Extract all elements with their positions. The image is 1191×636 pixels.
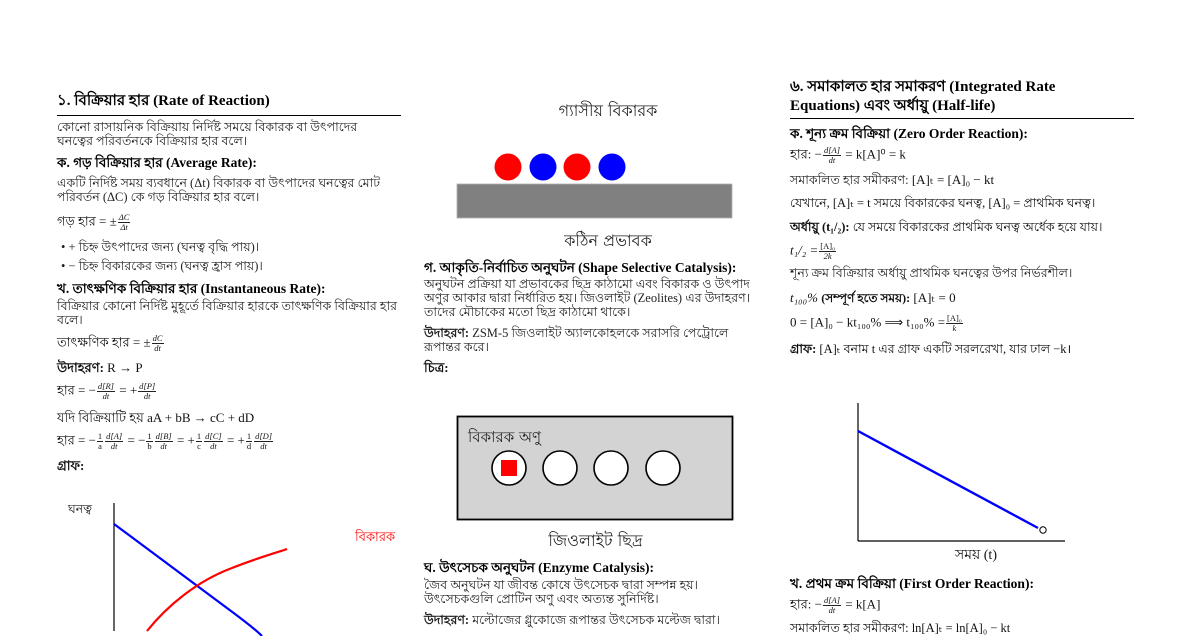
- shape-selective-heading: গ. আকৃতি-নির্বাচিত অনুঘটন (Shape Selective Catalysis):: [424, 260, 737, 275]
- pore: [594, 451, 628, 485]
- solid-catalyst-surface: [457, 184, 732, 218]
- reactant-molecule: [501, 460, 517, 476]
- heading-rule: [57, 115, 401, 116]
- general-rate-expression: হার = − $\frac{1}{a}$ $\frac{d[A]}{dt}$ = − $\frac{1}{b}$ $\frac{d[B]}{dt}$ = + $\frac{1}{c}$ $\frac{d[C]}{dt}$ = + $\frac{1}{d}$ $\frac{d[D]}{dt}$: [57, 431, 273, 451]
- zero-order-integrated: সমাকলিত হার সমীকরণ: [A]ₜ = [A]₀ − kt: [790, 172, 995, 187]
- reactant-molecule-red: [564, 154, 591, 181]
- bullet-minus-sign: • − চিহ্ন বিকারকের জন্য (ঘনত্ব হ্রাস পায়)।: [61, 259, 263, 273]
- figure-label: চিত্র:: [424, 360, 449, 375]
- graph-y-label: ঘনত্ব: [68, 502, 93, 516]
- zero-order-graph-description: গ্রাফ: [A]ₜ বনাম t এর গ্রাফ একটি সরলরেখা, যার ঢাল −k।: [790, 342, 1072, 356]
- zeolite-pore-label: জিওলাইট ছিদ্র: [548, 531, 643, 550]
- zero-order-heading: ক. শূন্য ক্রম বিক্রিয়া (Zero Order Reaction):: [790, 126, 1028, 141]
- heading-rule: [790, 118, 1134, 119]
- zero-order-graph: [857, 403, 1077, 548]
- zero-order-rate: হার: − $\frac{d[A]}{dt}$ = k[A]⁰ = k: [790, 145, 906, 165]
- reactant-curve: [114, 524, 262, 636]
- section-heading-rate: ১. বিক্রিয়ার হার (Rate of Reaction): [57, 93, 270, 109]
- reactant-molecule-label: বিকারক অণু: [468, 428, 542, 446]
- enzyme-catalysis-text: জৈব অনুঘটন যা জীবন্ত কোষে উৎসেচক দ্বারা সম্পন্ন হয়। উৎসেচকগুলি প্রোটিন অণু এবং অত্যন্ত সুনির্দিষ্ট।: [424, 578, 699, 606]
- graph-label: গ্রাফ:: [57, 458, 85, 473]
- instant-rate-text: বিক্রিয়ার কোনো নির্দিষ্ট মুহূর্তে বিক্রিয়ার হারকে তাৎক্ষণিক বিক্রিয়ার হার বলে।: [57, 299, 398, 327]
- shape-selective-text: অনুঘটন প্রক্রিয়া যা প্রভাবকের ছিদ্র কাঠামো এবং বিকারক ও উৎপাদ অণুর আকার দ্বারা নির্ধারিত হয়। জিওলাইট (Zeolites) এর উদাহরণ। তাদের মৌচাকের মতো ছিদ্র কাঠামো থাকে।: [424, 277, 751, 319]
- product-curve: [147, 549, 287, 631]
- heterogeneous-catalysis-diagram: [457, 150, 757, 220]
- zero-order-where: যেখানে, [A]ₜ = t সময়ে বিকারকের ঘনত্ব, [A]₀ = প্রাথমিক ঘনত্ব।: [790, 196, 1096, 210]
- reactant-molecule-red: [495, 154, 522, 181]
- fraction: $\frac{\Delta C}{\Delta t}$: [118, 212, 130, 232]
- gaseous-reactant-label: গ্যাসীয় বিকারক: [558, 101, 658, 120]
- first-order-rate: হার: − $\frac{d[A]}{dt}$ = k[A]: [790, 595, 881, 615]
- shape-selective-example: উদাহরণ: ZSM-5 জিওলাইট অ্যালকোহলকে সরাসরি পেট্রোলে রূপান্তর করে।: [424, 326, 729, 354]
- half-life-formula: t₁/₂ = $\frac{\text{[A]₀}}{2k}$: [790, 241, 836, 261]
- example-reaction: উদাহরণ: R → P: [57, 360, 143, 375]
- pore: [646, 451, 680, 485]
- t100-definition: t₁₀₀% (সম্পূর্ণ হতে সময়): [A]ₜ = 0: [790, 290, 956, 305]
- instant-rate-formula: তাৎক্ষণিক হার = ± $\frac{dC}{dt}$: [57, 333, 163, 353]
- concentration-line: [858, 431, 1038, 528]
- average-rate-heading: ক. গড় বিক্রিয়ার হার (Average Rate):: [57, 155, 257, 170]
- reactant-molecule-blue: [599, 154, 626, 181]
- general-reaction: যদি বিক্রিয়াটি হয় aA + bB → cC + dD: [57, 410, 255, 425]
- graph-x-label: সময় (t): [955, 548, 997, 563]
- section-heading-integrated: ৬. সমাকালত হার সমাকরণ (Integrated Rate Equations) এবং অর্ধায়ু (Half-life): [790, 79, 1056, 114]
- intro-text: কোনো রাসায়নিক বিক্রিয়ায় নির্দিষ্ট সময়ে বিকারক বা উৎপাদের ঘনত্বের পরিবর্তনকে বিক্রিয়ার হার বলে।: [57, 120, 358, 148]
- solid-catalyst-label: কঠিন প্রভাবক: [564, 231, 652, 250]
- pore: [543, 451, 577, 485]
- enzyme-catalysis-heading: ঘ. উৎসেচক অনুঘটন (Enzyme Catalysis):: [424, 560, 655, 575]
- first-order-heading: খ. প্রথম ক্রম বিক্রিয়া (First Order Reaction):: [790, 576, 1034, 591]
- t100-derivation: 0 = [A]₀ − kt₁₀₀% ⟹ t₁₀₀% = $\frac{\text{[A]₀}}{k}$: [790, 313, 962, 333]
- graph-reactant-label: বিকারক: [355, 529, 396, 544]
- reactant-molecule-blue: [530, 154, 557, 181]
- half-life-definition: অর্ধায়ু (t₁/₂): যে সময়ে বিকারকের প্রাথমিক ঘনত্ব অর্ধেক হয়ে যায়।: [790, 220, 1103, 234]
- average-rate-formula: গড় হার = ± $\frac{\Delta C}{\Delta t}$: [57, 212, 130, 232]
- half-life-note: শূন্য ক্রম বিক্রিয়ার অর্ধায়ু প্রাথমিক ঘনত্বের উপর নির্ভরশীল।: [790, 266, 1073, 280]
- average-rate-text: একটি নির্দিষ্ট সময় ব্যবধানে (Δt) বিকারক বা উৎপাদের ঘনত্বের মোট পরিবর্তন (ΔC) কে গড় বিক্রিয়ার হার বলে।: [57, 176, 381, 204]
- first-order-integrated-partial: সমাকলিত হার সমীকরণ: ln[A]ₜ = ln[A]₀ − kt: [790, 621, 1011, 635]
- enzyme-example: উদাহরণ: মল্টোজের গ্লুকোজে রূপান্তর উৎসেচক মল্টেজ দ্বারা।: [424, 613, 721, 627]
- concentration-time-graph: [57, 496, 357, 626]
- end-point-marker: [1040, 527, 1046, 533]
- bullet-plus-sign: • + চিহ্ন উৎপাদের জন্য (ঘনত্ব বৃদ্ধি পায়)।: [61, 240, 260, 254]
- rate-expression: হার = − $\frac{d[R]}{dt}$ = + $\frac{d[P]}{dt}$: [57, 381, 156, 401]
- instant-rate-heading: খ. তাৎক্ষণিক বিক্রিয়ার হার (Instantaneous Rate):: [57, 281, 326, 296]
